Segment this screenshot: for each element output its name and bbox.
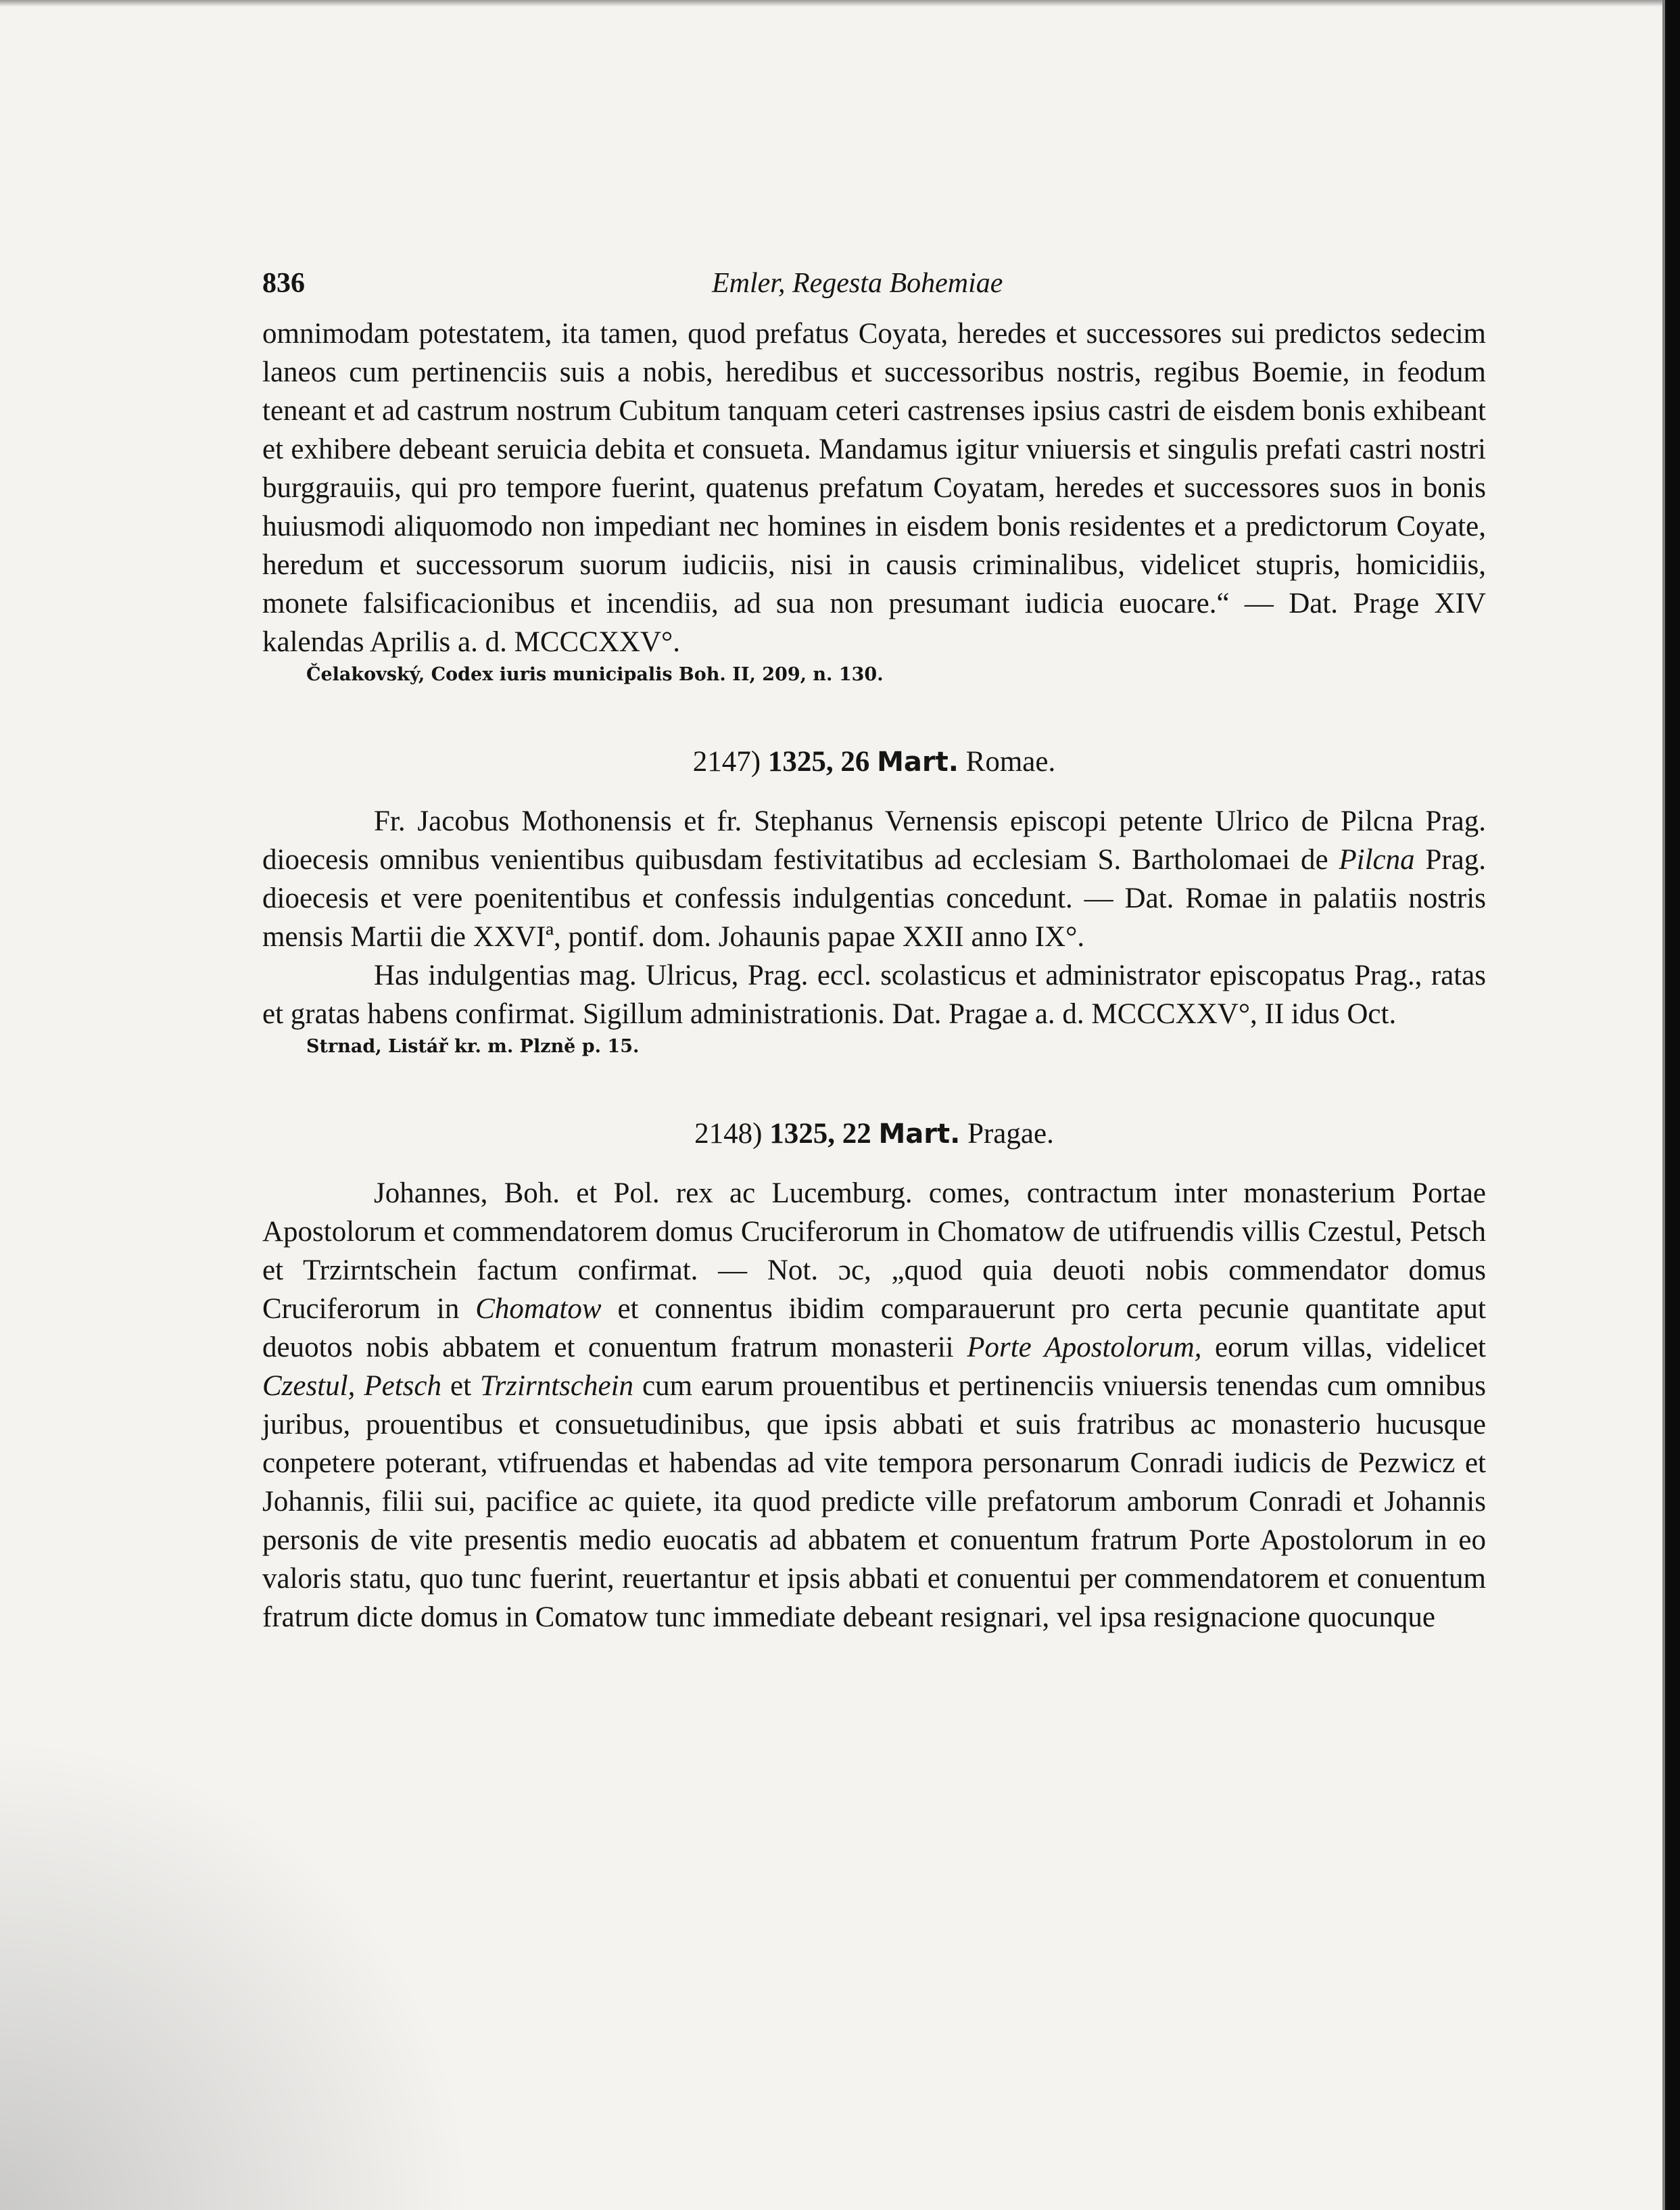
text-run: Prag. dioecesis et vere poenitentibus et confessis indulgentias concedunt. — Dat. Romae in palatiis nostris mensis Martii die XXVIª, pontif. dom. Johaunis papae XXII anno IX°.: [262, 844, 1486, 953]
page-header: [262, 267, 1486, 314]
entry-place: Pragae.: [967, 1118, 1054, 1150]
text-run: et connentus ibidim comparauerunt pro certa pecunie quantitate aput deuotos nobis abbatem et conuentum fratrum monasterii: [262, 1293, 1486, 1363]
italic-place-name: Pilcna: [1339, 844, 1415, 876]
entry-heading-2148: [262, 1114, 1486, 1154]
entry-date: 1325, 26: [767, 746, 870, 778]
running-title: Emler, Regesta Bohemiae: [712, 268, 1003, 299]
italic-place-name: Chomatow: [475, 1293, 602, 1325]
italic-place-name: Porte Apostolorum,: [967, 1332, 1202, 1363]
text-run: et: [441, 1370, 481, 1402]
source-citation: Strnad, Listář kr. m. Plzně p. 15.: [306, 1036, 640, 1057]
entry-2148-paragraph: [262, 1174, 1486, 1637]
text-run: eorum villas, videlicet: [1201, 1332, 1486, 1363]
source-citation: Čelakovský, Codex iuris municipalis Boh. II, 209, n. 130.: [306, 664, 884, 685]
entry-month: Mart.: [877, 747, 959, 778]
scan-right-border: [1665, 0, 1680, 2210]
text-run: cum earum prouentibus et pertinenciis vniuersis tenendas cum omnibus juribus, prouentibus et consuetudinibus, que ipsis abbati et suis fratribus ac monasterio hucusque conpetere poterant, vtifruendas et habendas ad vite tempora personarum Conradi iudicis de Pezwicz et Johannis, filii sui, pacifice ac quiete, ita quod predicte ville prefatorum amborum Conradi et Johannis personis de vite presentis medio euocatis ad abbatem et conuentum fratrum Porte Apostolorum in eo valoris statu, quo tunc fuerint, reuertantur et ipsis abbati et conuentui per commendatorem et conuentum fratrum dicte domus in Comatow tunc immediate debeant resignari, vel ipsa resignacione quocunque: [262, 1370, 1486, 1633]
page-number: 836: [262, 268, 305, 299]
text-run: Fr. Jacobus Mothonensis et fr. Stephanus Vernensis episcopi petente Ulrico de Pilcna Prag. dioecesis omnibus venientibus quibusdam festivitatibus ad ecclesiam S. Bartholomaei de: [262, 805, 1486, 876]
entry-number: 2147): [692, 746, 761, 778]
entry-place: Romae.: [965, 746, 1056, 778]
italic-place-name: Trzirntschein: [480, 1370, 634, 1402]
page-content: [262, 267, 1486, 1637]
scan-shadow: [0, 1737, 473, 2210]
entry-number: 2148): [694, 1118, 763, 1150]
text-run: Johannes, Boh. et Pol. rex ac Lucemburg. comes, contractum inter monasterium Portae Apostolorum et commendatorem domus Cruciferorum in Chomatow de utifruendis villis Czestul, Petsch et Trzirntschein factum confirmat. — Not. ɔc, „quod quia deuoti nobis commendator domus Cruciferorum in: [262, 1177, 1486, 1325]
entry-2147-paragraph-2: Has indulgentias mag. Ulricus, Prag. eccl. scolasticus et administrator episcopatus Prag., ratas et gratas habens confirmat. Sigillum administrationis. Dat. Pragae a. d. MCCCXXV°, II idus Oct.: [262, 960, 1486, 1030]
entry-month: Mart.: [878, 1119, 961, 1150]
entry-date: 1325, 22: [769, 1118, 871, 1150]
continued-text: omnimodam potestatem, ita tamen, quod prefatus Coyata, heredes et successores sui predictos sedecim laneos cum pertinenciis suis a nobis, heredibus et successoribus nostris, regibus Boemie, in feodum teneant et ad castrum nostrum Cubitum tanquam ceteri castrenses ipsius castri de eisdem bonis exhibeant et exhibere debeant seruicia debita et consueta. Mandamus igitur vniuersis et singulis prefati castri nostri burggrauiis, qui pro tempore fuerint, quatenus prefatum Coyatam, heredes et successores suos in bonis huiusmodi aliquomodo non impediant nec homines in eisdem bonis residentes et a predictorum Coyate, heredum et successorum suorum iudiciis, nisi in causis criminalibus, videlicet stupris, homicidiis, monete falsificacionibus et incendiis, ad sua non presumant iudicia euocare.“ — Dat. Prage XIV kalendas Aprilis a. d. MCCCXXV°.: [262, 318, 1486, 658]
italic-place-name: Czestul, Petsch: [262, 1370, 441, 1402]
entry-heading-2147: [262, 743, 1486, 782]
entry-2147-paragraph-1: [262, 802, 1486, 956]
scan-top-edge: [0, 0, 1680, 7]
